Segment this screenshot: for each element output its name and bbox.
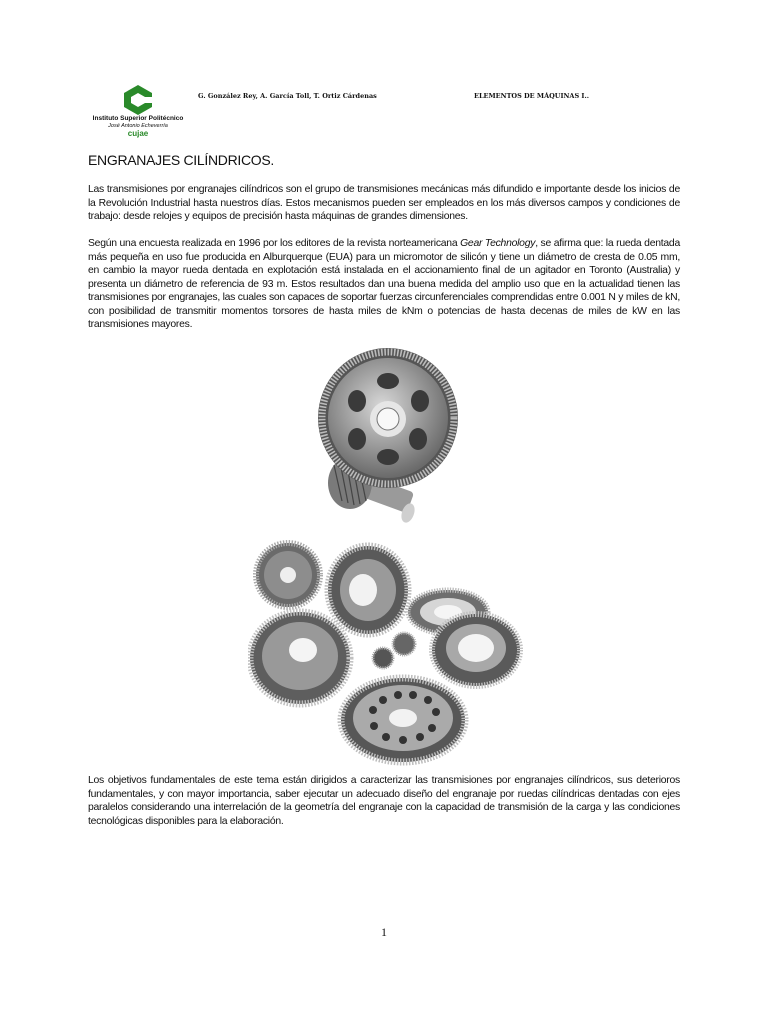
cujae-logo [88,82,188,138]
header-subject: ELEMENTOS DE MÁQUINAS I.. [474,92,589,100]
magazine-name: Gear Technology [460,238,536,249]
paragraph-intro: Las transmisiones por engranajes cilíndricos son el grupo de transmisiones mecánicas más difundido e importante desde los inicios de la Revolución Industrial hasta nuestros días. Estos mecanismos pueden ser empleados en los más diversos campos y condiciones de trabajo: desde relojes y equipos de precisión hasta máquinas de grandes dimensiones. [88,184,680,222]
paragraph-objectives: Los objetivos fundamentales de este tema están dirigidos a caracterizar las transmisiones por engranajes cilíndricos, sus deterioros fundamentales, y con mayor importancia, saber ejecutar un adecuado diseño del engranaje por ruedas cilíndricas dentadas con ejes paralelos considerando una interrelación de la geometría del engranaje con la capacidad de transmisión de la carga y las condiciones tecnológicas disponibles para la elaboración. [88,775,680,827]
hexagon-logo-icon [121,84,155,116]
logo-institute-name: Instituto Superior Politécnico [92,115,184,122]
page-header [88,82,688,138]
logo-cujae: cujae [127,129,149,138]
helical-gear-with-pinion-image [300,343,460,533]
page-number: 1 [381,925,387,939]
section-title: ENGRANAJES CILÍNDRICOS. [88,152,275,168]
logo-subtitle: José Antonio Echeverría [108,123,168,129]
paragraph-survey [88,237,680,332]
paragraph-survey-part-b: , se afirma que: la rueda dentada más pequeña en uso fue producida en Alburquerque (EUA) para un micromotor de silicón y tiene un diámetro de cresta de 0.05 mm, en cambio la mayor rueda dentada en explotación está instalada en el accionamiento final de un agitador en Toronto (Australia) y presenta un diámetro de referencia de 93 m. Estos resultados dan una buena medida del amplio uso que en la actualidad tienen las transmisiones por engranajes, las cuales son capaces de soportar fuerzas circunferenciales comprendidas entre 0.001 N y miles de kN, con posibilidad de transmitir momentos torsores de hasta miles de kNm o potencias de hasta decenas de miles de kW en las transmisiones mayores. [88,238,680,330]
header-authors: G. González Rey, A. García Toll, T. Ortiz Cárdenas [198,92,377,100]
paragraph-survey-part-a: Según una encuesta realizada en 1996 por los editores de la revista norteamericana [88,238,461,249]
assorted-gears-image [248,530,528,770]
